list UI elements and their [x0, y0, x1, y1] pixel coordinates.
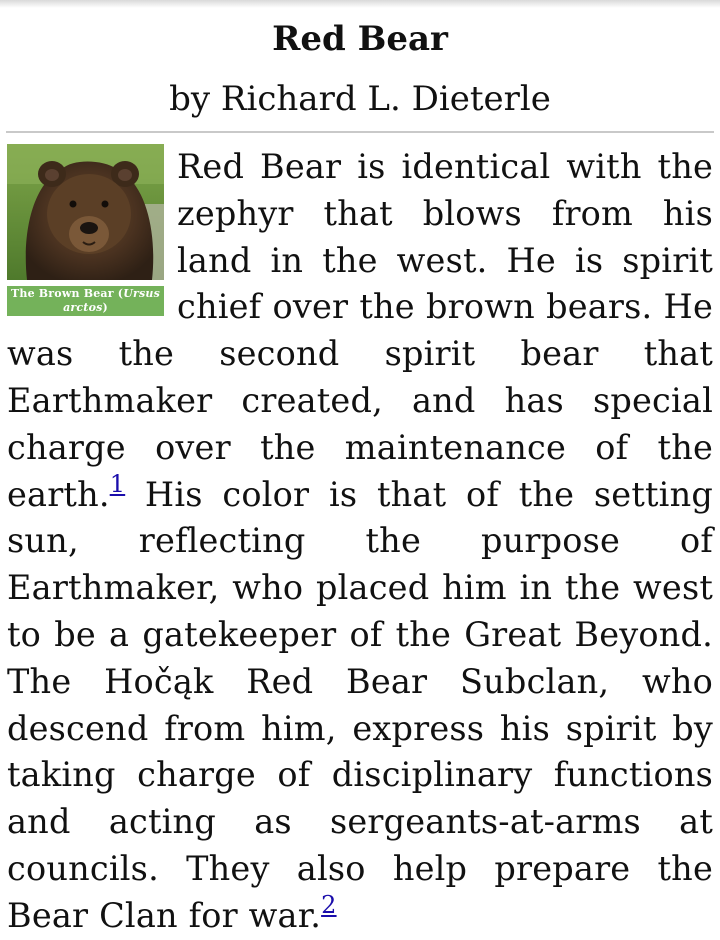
brown-bear-photo[interactable]: [7, 144, 164, 280]
figure-caption: The Brown Bear (Ursus arctos): [7, 286, 164, 316]
footnote-link-1[interactable]: 1: [109, 469, 126, 498]
footnote-link-2[interactable]: 2: [321, 890, 337, 919]
paragraph-text: His color is that of the setting sun, reflecting the purpose of Earthmaker, who placed him in the west to be a gatekeeper of the Great Beyond. The Hočąk Red Bear Subclan, who descend from him, express his spirit by taking charge of disciplinary functions and acting as sergeants-at-arms at councils. They also help prepare the Bear Clan for war.: [7, 474, 713, 935]
top-bar-shadow: [0, 0, 720, 8]
page-title: Red Bear: [272, 19, 448, 59]
figure: [7, 144, 164, 316]
article-body: [7, 144, 713, 940]
divider: [6, 131, 714, 133]
author-byline: by Richard L. Dieterle: [169, 79, 551, 119]
paragraph-text: Red Bear is identical with the zephyr that blows from his land in the west. He is spirit chief over the brown bears. He was the second spirit bear that Earthmaker created, and has special charge over the maintenance of the earth.: [7, 147, 713, 514]
